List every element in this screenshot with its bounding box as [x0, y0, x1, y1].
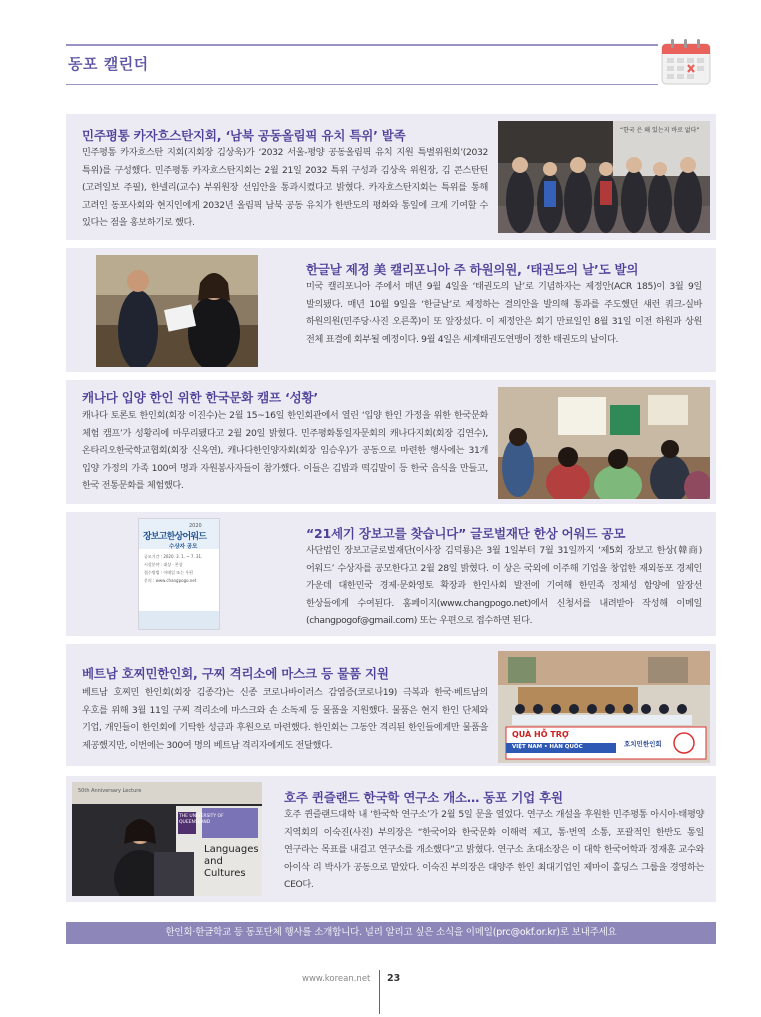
header-rule-top	[66, 44, 658, 46]
page-number: 23	[387, 973, 401, 984]
article-title: 캐나다 입양 한인 위한 한국문화 캠프 ‘성황’	[82, 390, 318, 405]
article-body: 호주 퀸즐랜드대학 내 ‘한국학 연구소’가 2월 5일 문을 열었다. 연구소 개설을 후원한 민주평통 아시아·태평양 지역회의 이숙진(사진) 부의장은 “한국어와 한국문화 이해력 제고, 통·번역 소통, 포괄적인 한반도 통일 연구라는 목표를 내걸고 연구소를 개소했다”고 밝혔다. 연구소 초대소장은 이 대학 한국어학과 정재훈 교수와 아이삭 리 박사가 공동으로 맡았다. 이숙진 부의장은 대양주 한인 최대기업인 제마이 홀딩스 그룹을 경영하는 CEO다.	[284, 809, 704, 890]
article-title: 민주평통 카자흐스탄지회, ‘남북 공동올림픽 유치 특위’ 발족	[82, 128, 406, 143]
header-rule-bottom	[66, 84, 658, 85]
article-body: 베트남 호찌민 한인회(회장 김종각)는 신종 코로나바이러스 감염증(코로나19) 극복과 한국·베트남의 우호를 위해 3월 11일 구찌 격리소에 마스크와 손 소독제 등 물품을 지원했다. 물품은 현지 한인 단체와 기업, 개인들이 한인회에 기탁한 성금과 후원으로 마련했다. 한인회는 그동안 격리된 한인들에게만 물품을 제공했지만, 이번에는 300여 명의 베트남 격리자에게도 전달했다.	[82, 687, 488, 751]
camp-photo	[498, 387, 710, 499]
article-card-canada	[66, 380, 716, 504]
page-divider	[379, 970, 380, 1014]
poster-line: 문의 : www.changpogo.net	[144, 578, 197, 583]
article-body: 민주평통 카자흐스탄 지회(지회장 김상욱)가 ‘2032 서울-평양 공동올림픽 유치 지원 특별위원회’(2032 특위)를 구성했다. 민주평통 카자흐스탄지회는 2월 21일 2032 특위 구성과 김상욱 위원장, 김 콘스탄틴(고려일보 주필), 한넬리(교수) 부위원장 선임안을 통과시켰다고 밝혔다. 카자흐스탄지회는 특위를 통해 고려인 동포사회와 현지인에게 2032년 올림픽 남북 공동 유치가 한반도의 평화와 통일에 크게 기여할 수 있다는 점을 홍보하기로 했다.	[82, 147, 488, 228]
article-body: 캐나다 토론토 한인회(회장 이진수)는 2월 15~16일 한인회관에서 열린 ‘입양 한인 가정을 위한 한국문화 체험 캠프’가 성황리에 마무리됐다고 2월 20일 밝혔다. 민주평화통일자문회의 캐나다지회(회장 김연수), 온타리오한국학교협회(회장 신옥연), 캐나다한인양자회(회장 임승우)가 공동으로 마련한 행사에는 31개 입양 가정의 가족 100여 명과 자원봉사자들이 참가했다. 이들은 김밥과 떡김말이 등 한국 음식을 만들고, 한국 전통문화를 체험했다.	[82, 410, 488, 491]
banner-org: 호치민한인회	[624, 740, 662, 748]
award-poster	[138, 518, 220, 630]
poster-subtitle: 수상자 공모	[169, 544, 198, 550]
poster-line: 접수방법 : 이메일 또는 우편	[144, 570, 193, 575]
donation-photo	[498, 651, 710, 763]
banner-top-text: 50th Anniversary Lecture	[78, 788, 142, 794]
screen-title: Languages and Cultures	[204, 844, 259, 879]
article-title: 한글날 제정 美 캘리포니아 주 하원의원, ‘태권도의 날’도 발의	[306, 262, 639, 277]
podium-photo	[72, 782, 262, 896]
banner-text: QUÀ HỖ TRỢ	[512, 730, 569, 739]
article-title: 호주 퀸즐랜드 한국학 연구소 개소… 동포 기업 후원	[284, 790, 563, 805]
site-url: www.korean.net	[302, 974, 371, 984]
poster-year: 2020	[189, 523, 202, 529]
section-title: 동포 캘린더	[68, 55, 149, 73]
poster-line: 공모기간 : 2020. 3. 1. ~ 7. 31.	[144, 554, 203, 559]
article-card-california	[66, 248, 716, 372]
article-title: 베트남 호찌민한인회, 구찌 격리소에 마스크 등 물품 지원	[82, 666, 389, 681]
group-photo	[498, 121, 710, 233]
article-card-vietnam	[66, 644, 716, 766]
article-card-changpogo	[66, 512, 716, 636]
photo-sign-text: “한국 은 왜 있는지 바로 없다”	[620, 127, 700, 134]
article-body: 미국 캘리포니아 주에서 매년 9월 4일을 ‘태권도의 날’로 기념하자는 제정안(ACR 185)이 3월 9일 발의됐다. 매년 10월 9일을 ‘한글날’로 제정하는 결의안을 발의해 통과를 주도했던 섀런 쿼크-실바 하원의원(민주당·사진 오른쪽)이 또 앞장섰다. 이 제정안은 회기 만료일인 8월 31일 이전 하원과 상원 전체 표결에 회부될 예정이다. 9월 4일은 세계태권도연맹이 정한 태권도의 날이다.	[306, 281, 702, 345]
article-card-kazakhstan	[66, 114, 716, 240]
podium-text: THE UNIVERSITY OF QUEENSLAND	[179, 814, 224, 825]
portrait-photo	[96, 255, 258, 367]
poster-heading: 장보고한상어워드	[143, 532, 207, 542]
poster-line: 시상분야 : 대상 · 본상	[144, 562, 183, 567]
article-card-queensland	[66, 776, 716, 902]
article-title: “21세기 장보고를 찾습니다” 글로벌재단 한상 어워드 공모	[306, 526, 626, 541]
calendar-icon	[660, 36, 712, 86]
footer-notice-bar: 한인회·한글학교 등 동포단체 행사를 소개합니다. 널리 알리고 싶은 소식을 이메일(prc@okf.or.kr)로 보내주세요	[66, 922, 716, 944]
banner-subtext: VIỆT NAM • HÀN QUỐC	[512, 744, 583, 750]
article-body: 사단법인 장보고글로벌재단(이사장 김덕룡)은 3월 1일부터 7월 31일까지 ‘제5회 장보고 한상(韓商) 어워드’ 수상자를 공모한다고 2월 28일 밝혔다. 이 상은 국외에 이주해 기업을 창업한 재외동포 경제인 가운데 대한민국 경제·문화영토 확장과 한인사회 발전에 기여해 한민족 정체성 함양에 앞장선 한상들에게 수여된다. 홈페이지(www.changpogo.net)에서 신청서를 내려받아 작성해 이메일(changpogof@gmail.com) 또는 우편으로 접수하면 된다.	[306, 545, 702, 626]
